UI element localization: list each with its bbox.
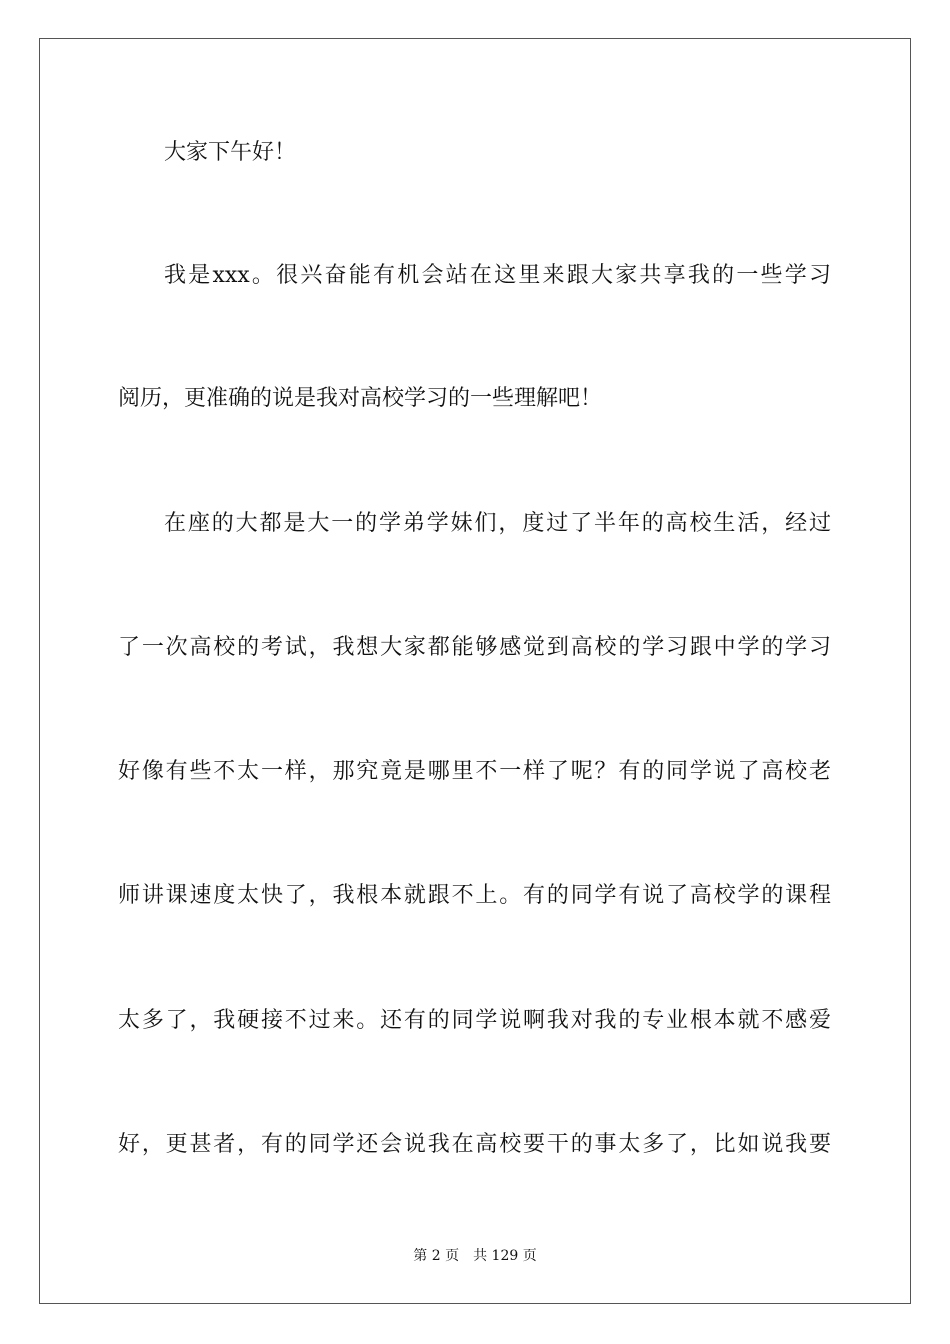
text-line-3: 阅历，更准确的说是我对高校学习的一些理解吧！ bbox=[118, 386, 603, 411]
text-line-2: 我是xxx。很兴奋能有机会站在这里来跟大家共享我的一些学习 bbox=[164, 263, 831, 288]
page-footer bbox=[0, 1246, 950, 1266]
text-line-6: 好像有些不太一样，那究竟是哪里不一样了呢？有的同学说了高校老 bbox=[118, 759, 831, 784]
text-line-5: 了一次高校的考试，我想大家都能够感觉到高校的学习跟中学的学习 bbox=[118, 635, 831, 660]
text-line-greeting: 大家下午好！ bbox=[164, 140, 297, 165]
text-line-9: 好，更甚者，有的同学还会说我在高校要干的事太多了，比如说我要 bbox=[118, 1132, 831, 1157]
text-line-8: 太多了，我硬接不过来。还有的同学说啊我对我的专业根本就不感爱 bbox=[118, 1008, 831, 1033]
text-line-7: 师讲课速度太快了，我根本就跟不上。有的同学有说了高校学的课程 bbox=[118, 883, 831, 908]
page-border bbox=[39, 38, 911, 1304]
page-total: 共 129 页 bbox=[473, 1248, 537, 1264]
page-number: 第 2 页 bbox=[413, 1248, 460, 1264]
text-line-4: 在座的大都是大一的学弟学妹们，度过了半年的高校生活，经过 bbox=[164, 511, 831, 536]
